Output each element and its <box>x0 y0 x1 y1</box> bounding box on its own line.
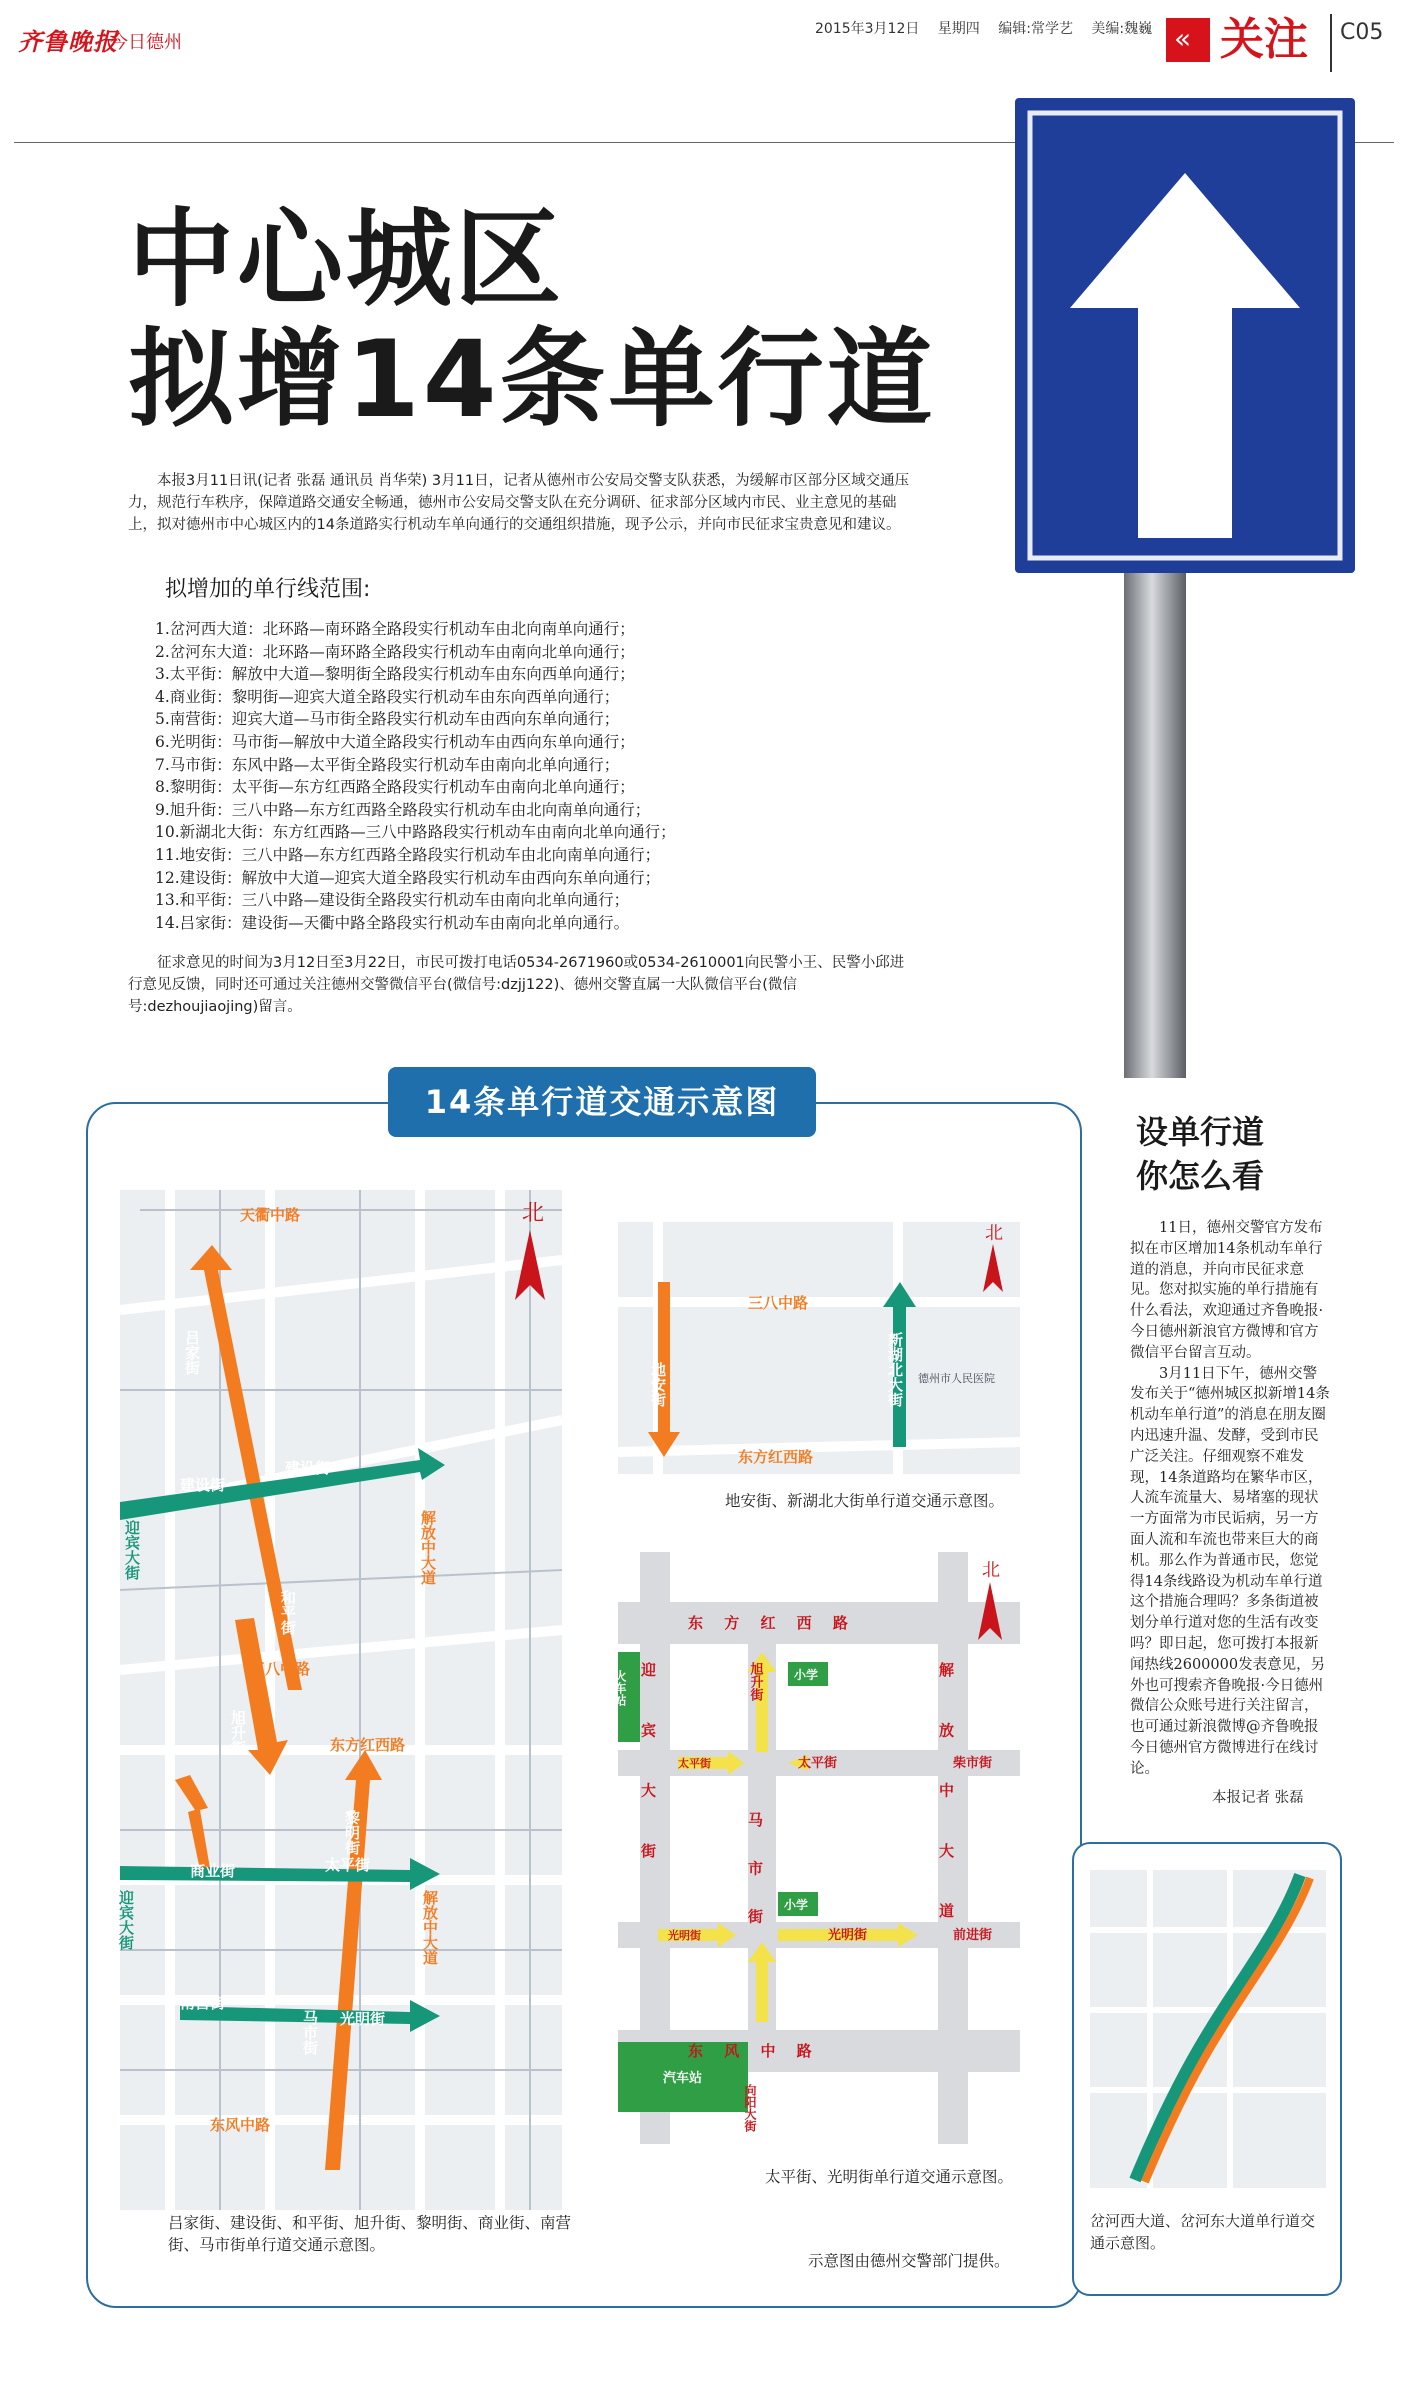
headline-line-1: 中心城区 <box>128 198 564 321</box>
headline-line-2: 拟增14条单行道 <box>128 318 936 441</box>
route-list <box>155 618 935 934</box>
street-label: 迎宾大街 <box>123 1520 141 1580</box>
north-label: 北 <box>522 1201 545 1226</box>
street-label: 和平街 <box>279 1590 297 1635</box>
edition-name: 今日德州 <box>110 32 182 53</box>
list-item: 7.马市街：东风中路—太平街全路段实行机动车由南向北单向通行； <box>155 755 620 774</box>
list-heading: 拟增加的单行线范围: <box>165 577 371 602</box>
street-label: 太平街 <box>325 1856 371 1874</box>
sidebar-body <box>1130 1218 1330 1780</box>
street-label: 迎 宾 大 街 <box>639 1662 657 1878</box>
notice-paragraph: 征求意见的时间为3月12日至3月22日，市民可拨打电话0534-2671960或0534-2610001向民警小王、民警小邱进行意见反馈，同时还可通过关注德州交警微信平台(微信号:dzjj122)、德州交警直属一大队微信平台(微信号:dezhoujiaojing)留言。 <box>128 955 905 1015</box>
street-label: 前进街 <box>953 1928 993 1943</box>
north-label: 北 <box>982 1560 1000 1581</box>
street-label: 建设街 <box>285 1459 331 1477</box>
section-chevron-icon: « <box>1166 18 1210 62</box>
street-label: 向阳大街 <box>743 2084 757 2132</box>
north-label: 北 <box>985 1223 1003 1244</box>
place-label: 汽车站 <box>663 2071 703 2086</box>
map-small <box>1090 1870 1326 2188</box>
list-item: 6.光明街：马市街—解放中大道全路段实行机动车由西向东单向通行； <box>155 732 635 751</box>
street-label: 东风中路 <box>210 2116 271 2134</box>
header-divider <box>1330 14 1332 72</box>
street-label: 太平街 <box>678 1757 711 1770</box>
street-label: 三八中路 <box>748 1294 809 1312</box>
street-label: 地安街 <box>649 1362 667 1407</box>
list-item: 11.地安街：三八中路—东方红西路全路段实行机动车由北向南单向通行； <box>155 845 661 864</box>
poi-label: 德州市人民医院 <box>918 1372 995 1385</box>
caption-top-right-map: 地安街、新湖北大街单行道交通示意图。 <box>725 1492 1005 1510</box>
street-label: 三八中路 <box>250 1660 311 1678</box>
sidebar-paragraph: 11日，德州交警官方发布拟在市区增加14条机动车单行道的消息，并向市民征求意见。您对拟实施的单行措施有什么看法，欢迎通过齐鲁晚报·今日德州新浪官方微博和官方微信平台留言互动。 <box>1130 1220 1324 1361</box>
newspaper-logo: 齐鲁晚报 <box>18 27 118 56</box>
list-item: 3.太平街：解放中大道—黎明街全路段实行机动车由东向西单向通行； <box>155 665 635 684</box>
place-label: 火车站 <box>613 1670 627 1706</box>
street-label: 马 市 街 <box>746 1812 764 1938</box>
list-item: 5.南营街：迎宾大道—马市街全路段实行机动车由西向东单向通行； <box>155 710 620 729</box>
caption-main-map: 吕家街、建设街、和平街、旭升街、黎明街、商业街、南营街、马市街单行道交通示意图。 <box>168 2214 572 2254</box>
list-item: 9.旭升街：三八中路—东方红西路全路段实行机动车由北向南单向通行； <box>155 800 651 819</box>
street-label: 吕家街 <box>183 1330 201 1375</box>
street-label: 天衢中路 <box>240 1206 301 1224</box>
sidebar-signature: 本报记者 张磊 <box>1212 1790 1304 1806</box>
list-item: 8.黎明街：太平街—东方红西路全路段实行机动车由南向北单向通行； <box>155 778 635 797</box>
intro-paragraph: 本报3月11日讯(记者 张磊 通讯员 肖华荣) 3月11日，记者从德州市公安局交警支队获悉，为缓解市区部分区域交通压力，规范行车秩序，保障道路交通安全畅通，德州市公安局交警支队在充分调研、征求部分区域内市民、业主意见的基础上，拟对德州市中心城区内的14条道路实行机动车单向通行的交通组织措施，现予公示，并向市民征求宝贵意见和建议。 <box>128 473 910 533</box>
one-way-sign-icon <box>1010 98 1380 1078</box>
street-label: 东方红西路 <box>330 1736 406 1754</box>
street-label: 东 方 红 西 路 <box>688 1614 856 1632</box>
list-item: 12.建设街：解放中大道—迎宾大道全路段实行机动车由西向东单向通行； <box>155 868 661 887</box>
list-item: 14.吕家街：建设街—天衢中路全路段实行机动车由南向北单向通行。 <box>155 913 630 932</box>
street-label: 光明街 <box>828 1928 868 1943</box>
place-label: 小学 <box>794 1668 819 1682</box>
sidebar-heading-line-2: 你怎么看 <box>1135 1157 1264 1195</box>
street-label: 解 放 中 大 道 <box>937 1662 955 1938</box>
street-label: 黎明街 <box>343 1810 361 1855</box>
street-label: 旭升街 <box>229 1710 247 1755</box>
street-label: 旭升街 <box>747 1662 763 1701</box>
caption-bottom-right-map: 太平街、光明街单行道交通示意图。 <box>765 2168 1014 2186</box>
list-item: 13.和平街：三八中路—建设街全路段实行机动车由南向北单向通行； <box>155 891 630 910</box>
sidebar-heading-line-1: 设单行道 <box>1135 1113 1264 1151</box>
map-top-right <box>618 1222 1020 1474</box>
section-label: 关注 <box>1220 14 1308 65</box>
list-item: 4.商业街：黎明街—迎宾大道全路段实行机动车由东向西单向通行； <box>155 687 620 706</box>
north-arrow-icon <box>978 1560 1002 1640</box>
street-label: 新湖北大街 <box>886 1332 904 1407</box>
street-label: 南营街 <box>180 1994 226 2012</box>
map-bottom-right <box>613 1552 1020 2144</box>
street-label: 解放中大道 <box>421 1890 439 1965</box>
caption-small-map: 岔河西大道、岔河东大道单行道交通示意图。 <box>1090 2212 1316 2252</box>
sidebar-heading <box>1100 1110 1300 1198</box>
street-label: 商业街 <box>190 1862 236 1880</box>
list-item: 1.岔河西大道：北环路—南环路全路段实行机动车由北向南单向通行； <box>155 620 635 638</box>
street-label: 柴市街 <box>953 1756 993 1771</box>
street-label: 东方红西路 <box>738 1448 814 1466</box>
image-credit: 示意图由德州交警部门提供。 <box>808 2252 1010 2270</box>
north-arrow-icon <box>983 1223 1003 1292</box>
diagram-panel-title: 14条单行道交通示意图 <box>388 1067 816 1137</box>
street-label: 光明街 <box>340 2010 386 2028</box>
list-item: 10.新湖北大街：东方红西路—三八中路路段实行机动车由南向北单向通行； <box>155 823 676 842</box>
street-label: 迎宾大街 <box>117 1890 135 1950</box>
street-label: 东 风 中 路 <box>688 2042 820 2060</box>
page-number: C05 <box>1340 20 1384 45</box>
issue-meta: 2015年3月12日 星期四 编辑:常学艺 美编:魏巍 <box>815 21 1153 37</box>
place-label: 小学 <box>784 1898 809 1912</box>
list-item: 2.岔河东大道：北环路—南环路全路段实行机动车由南向北单向通行； <box>155 642 635 661</box>
street-label: 建设街 <box>180 1476 226 1494</box>
sidebar-paragraph: 3月11日下午，德州交警发布关于“德州城区拟新增14条机动车单行道”的消息在朋友圈内迅速升温、发酵，受到市民广泛关注。仔细观察不难发现，14条道路均在繁华市区，人流车流量大、易堵塞的现状一方面常为市民诟病，另一方面人流和车流也带来巨大的商机。那么作为普通市民，您觉得14条线路设为机动车单行道这个措施合理吗？多条街道被划分单行道对您的生活有改变吗？即日起，您可拨打本报新闻热线2600000发表意见，另外也可搜索齐鲁晚报·今日德州微信公众账号进行关注留言，也可通过新浪微博@齐鲁晚报今日德州官方微博进行在线讨论。 <box>1130 1365 1330 1777</box>
map-main <box>117 1190 562 2210</box>
street-label: 马市街 <box>301 2010 319 2055</box>
street-label: 太平街 <box>798 1756 838 1771</box>
street-label: 解放中大道 <box>419 1510 437 1585</box>
street-label: 光明街 <box>668 1929 701 1942</box>
